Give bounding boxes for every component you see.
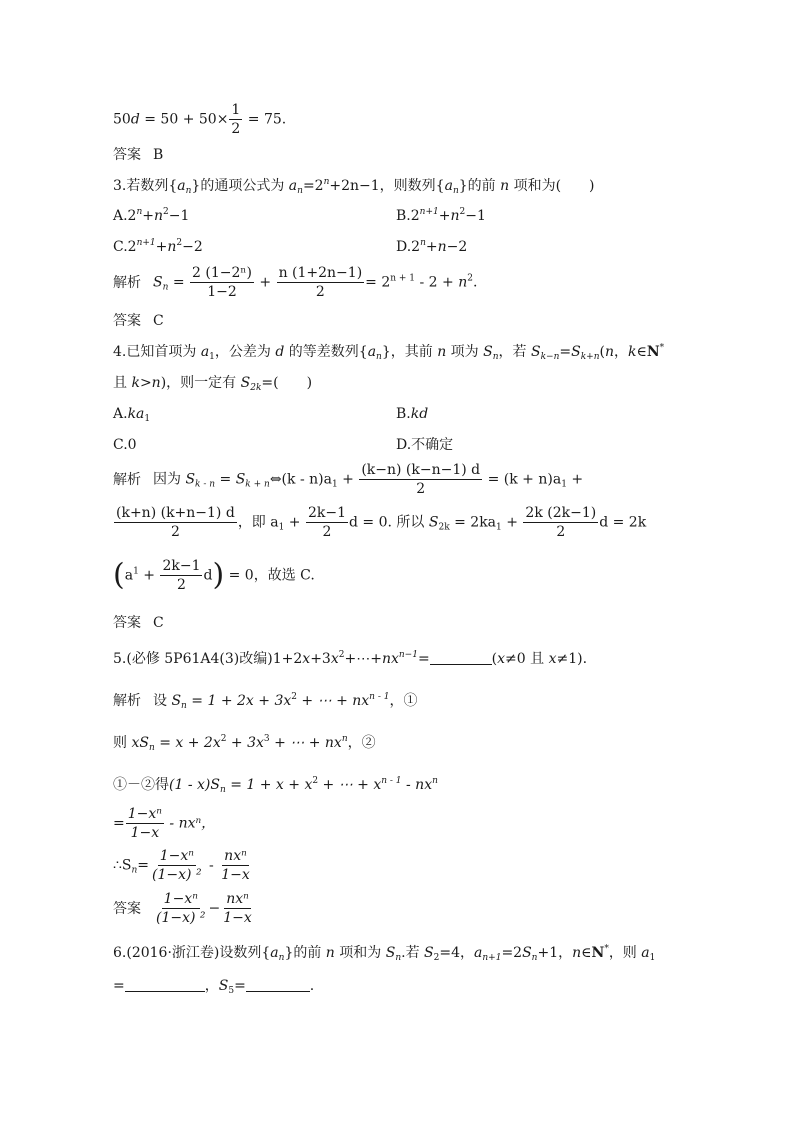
- q4-option-a: [113, 405, 150, 423]
- math-text: x: [302, 651, 311, 667]
- math-text: =( ): [261, 375, 313, 391]
- math-text: n: [492, 352, 499, 362]
- math-text: n: [572, 945, 582, 961]
- q6-stem-line2: [113, 977, 314, 995]
- math-text: ∴S: [113, 857, 132, 874]
- math-text: + ⋯ + x: [318, 777, 382, 793]
- q4-stem-line1: [113, 343, 664, 361]
- math-text: B.2: [396, 208, 420, 224]
- math-text: 2: [163, 207, 169, 217]
- math-text: −1: [168, 208, 190, 224]
- math-text: ∈: [581, 945, 592, 961]
- math-text: ，即 a: [237, 514, 279, 531]
- q3-analysis: [113, 265, 477, 300]
- math-text: +: [425, 239, 438, 255]
- math-text: (: [113, 557, 125, 593]
- math-text: S: [571, 344, 581, 360]
- math-text: 1−xⁿ: [159, 848, 194, 864]
- math-text: 2: [338, 650, 345, 660]
- q4-analysis-line3: [113, 558, 315, 593]
- math-text: n: [450, 208, 460, 224]
- math-text: ，: [204, 978, 219, 994]
- math-text: ，②: [347, 735, 376, 751]
- math-text: = 2: [365, 274, 391, 291]
- math-text: =: [113, 978, 125, 994]
- q3-option-a: [113, 207, 189, 225]
- math-text: n: [323, 177, 330, 187]
- math-text: 2k−1: [162, 558, 201, 574]
- math-text: = 1 + 2x + 3x: [186, 693, 292, 709]
- math-text: −: [208, 900, 221, 917]
- math-text: *: [604, 944, 609, 954]
- math-text: 1−x: [223, 910, 252, 926]
- math-text: x: [330, 651, 339, 667]
- math-text: D.2: [396, 239, 421, 255]
- math-text: a: [288, 178, 298, 194]
- math-text: 且: [113, 375, 132, 391]
- math-text: 2 (1−2ⁿ): [192, 265, 252, 281]
- q3-answer: [113, 312, 164, 330]
- q4-answer: [113, 614, 164, 632]
- math-text: a: [124, 567, 134, 584]
- math-text: +: [254, 274, 276, 291]
- analysis-label: 解析: [113, 274, 141, 291]
- math-text: N: [591, 945, 605, 961]
- fraction: [219, 848, 252, 883]
- math-text: 2: [467, 273, 473, 284]
- math-text: nxⁿ: [224, 848, 247, 864]
- math-text: 2: [416, 481, 426, 497]
- answer-value: C: [153, 313, 164, 329]
- math-text: −2: [182, 239, 203, 255]
- q3-option-b: [396, 207, 486, 225]
- math-text: n: [452, 186, 459, 196]
- math-text: )，则一定有: [160, 375, 241, 391]
- answer-label: 答案: [113, 900, 141, 917]
- math-text: =: [137, 857, 150, 874]
- math-text: S: [428, 514, 439, 531]
- math-text: S: [218, 978, 229, 994]
- math-text: ∈: [636, 344, 647, 360]
- math-text: ，①: [389, 693, 418, 709]
- math-text: k + n: [245, 479, 270, 490]
- math-text: 2k: [438, 522, 450, 533]
- math-text: d = 0. 所以: [349, 514, 429, 531]
- fraction: [126, 806, 164, 841]
- math-text: *: [659, 343, 665, 353]
- q5-analysis-line3: [113, 776, 438, 794]
- math-text: n: [500, 178, 510, 194]
- math-text: n: [437, 239, 447, 255]
- math-text: 5: [228, 986, 235, 996]
- math-text: n (1+2n−1): [278, 265, 363, 281]
- math-text: 1: [144, 414, 151, 424]
- math-text: 1: [209, 352, 215, 362]
- math-text: +3: [310, 651, 331, 667]
- math-text: n−1: [398, 650, 418, 660]
- q4-option-b: [396, 405, 428, 423]
- math-text: 50: [113, 111, 131, 128]
- math-text: n: [148, 743, 155, 753]
- math-text: −2: [446, 239, 468, 255]
- math-text: n: [162, 282, 169, 293]
- answer-value: C: [153, 615, 164, 631]
- math-text: ，则: [608, 945, 642, 961]
- math-text: n: [181, 701, 187, 711]
- math-text: 因为: [153, 471, 186, 488]
- math-text: S: [240, 375, 251, 391]
- math-text: d: [203, 567, 213, 584]
- math-text: x: [548, 651, 557, 667]
- math-text: - 2 +: [415, 274, 459, 291]
- math-text: .: [472, 274, 478, 291]
- math-text: 6.(2016·浙江卷)设数列{: [113, 945, 271, 961]
- math-text: k: [131, 375, 140, 391]
- math-text: n: [325, 945, 335, 961]
- math-text: a: [270, 945, 279, 961]
- q4-analysis-line2: [113, 505, 646, 540]
- math-text: n: [131, 865, 138, 876]
- math-text: 1: [278, 522, 285, 533]
- math-text: +2n−1，则数列{: [329, 178, 445, 194]
- math-text: n+1: [136, 238, 156, 248]
- math-text: +: [138, 567, 160, 584]
- math-text: S: [424, 945, 434, 961]
- math-text: A.2: [113, 208, 137, 224]
- fraction: [306, 505, 348, 540]
- math-text: (: [599, 344, 605, 360]
- math-text: +: [501, 514, 523, 531]
- math-text: x: [497, 651, 506, 667]
- math-text: n+1: [482, 953, 502, 963]
- q5-answer: [113, 891, 255, 926]
- math-text: +: [566, 471, 584, 488]
- fraction: [229, 102, 242, 137]
- math-text: S: [522, 945, 532, 961]
- math-text: n: [154, 208, 164, 224]
- math-text: a: [200, 344, 210, 360]
- math-text: n: [219, 785, 226, 795]
- math-text: nx: [381, 651, 399, 667]
- fraction: [114, 505, 237, 540]
- math-text: 2: [433, 953, 440, 963]
- math-text: ，公差为: [214, 344, 276, 360]
- math-text: S: [385, 945, 396, 961]
- math-text: ①－②得: [113, 777, 169, 793]
- math-text: (k−n) (k−n−1) d: [361, 462, 481, 478]
- math-text: 1−x: [130, 825, 160, 841]
- math-text: n: [185, 186, 192, 196]
- math-text: n: [437, 344, 447, 360]
- math-text: = 0，故选 C.: [224, 567, 315, 584]
- math-text: 2: [312, 776, 319, 786]
- q3-stem: [113, 177, 595, 195]
- math-text: S: [483, 344, 493, 360]
- math-text: }的前: [458, 178, 501, 194]
- math-text: = 50 + 50×: [139, 111, 229, 128]
- q3-option-d: [396, 238, 467, 256]
- math-text: 1: [231, 102, 241, 118]
- answer-value: B: [153, 147, 164, 163]
- q5-analysis-line5: [113, 848, 253, 883]
- math-text: = x + 2x: [154, 735, 221, 751]
- math-text: +: [438, 208, 451, 224]
- math-text: +: [155, 239, 168, 255]
- math-text: a: [641, 945, 650, 961]
- math-text: n - 1: [369, 692, 390, 702]
- math-text: a: [474, 945, 483, 961]
- analysis-label: 解析: [113, 693, 141, 709]
- math-text: 2: [170, 524, 180, 540]
- math-text: 1: [561, 479, 567, 490]
- math-text: ，: [614, 344, 628, 360]
- math-text: 2: [315, 284, 325, 300]
- math-text: n: [458, 274, 468, 291]
- math-text: 3.若数列{: [113, 178, 178, 194]
- math-text: n + 1: [390, 273, 416, 284]
- q4-option-c: [113, 436, 137, 454]
- q4-option-d: [396, 436, 453, 454]
- math-text: >: [139, 375, 152, 391]
- answer-label: 答案: [113, 147, 141, 163]
- math-text: =: [417, 651, 430, 667]
- q5-analysis-line1: [113, 692, 417, 710]
- math-text: 2k−1: [307, 505, 347, 521]
- math-text: .: [309, 978, 315, 994]
- prev-calc-line: [113, 102, 286, 137]
- math-text: n: [278, 953, 285, 963]
- math-text: a: [444, 178, 453, 194]
- q6-stem-line1: [113, 944, 655, 962]
- math-text: =4，: [439, 945, 474, 961]
- math-text: +: [142, 208, 154, 224]
- math-text: 1−x: [221, 867, 250, 883]
- math-text: 1−xⁿ: [127, 806, 162, 822]
- math-text: n+1: [419, 207, 439, 217]
- math-text: +: [284, 514, 305, 531]
- math-text: nxⁿ: [226, 891, 249, 907]
- math-text: }的前: [284, 945, 326, 961]
- math-text: 1: [331, 479, 338, 490]
- analysis-label: 解析: [113, 471, 141, 488]
- math-text: n: [151, 375, 161, 391]
- answer-label: 答案: [113, 313, 141, 329]
- q3-option-c: [113, 238, 203, 256]
- math-text: n: [376, 352, 382, 362]
- math-text: n: [395, 953, 402, 963]
- math-text: d: [130, 111, 140, 128]
- answer-blank-s5[interactable]: [246, 977, 310, 992]
- math-text: + 3x: [226, 735, 264, 751]
- fraction: [221, 891, 254, 926]
- math-text: .若: [401, 945, 425, 961]
- math-text: kd: [410, 406, 429, 422]
- math-text: 2: [176, 238, 183, 248]
- math-text: C.2: [113, 239, 137, 255]
- math-text: S: [235, 471, 246, 488]
- fraction: [359, 462, 482, 497]
- math-text: =: [168, 274, 190, 291]
- math-text: +⋯+: [344, 651, 382, 667]
- math-text: + ⋯ + nx: [296, 693, 370, 709]
- math-text: k - n: [195, 479, 216, 490]
- math-text: n: [531, 953, 538, 963]
- fraction: [190, 265, 254, 300]
- fraction: [160, 558, 202, 593]
- fraction: [154, 891, 208, 926]
- math-text: C.0: [113, 437, 137, 453]
- math-text: - nxⁿ，: [164, 815, 216, 832]
- math-text: - nx: [401, 777, 433, 793]
- math-text: -: [204, 857, 219, 874]
- answer-label: 答案: [113, 615, 141, 631]
- math-text: 则: [113, 735, 132, 751]
- math-text: }的通项公式为: [191, 178, 289, 194]
- math-text: 3: [263, 734, 270, 744]
- math-text: =: [559, 344, 572, 360]
- math-text: d = 2k: [599, 514, 647, 531]
- math-text: ≠1).: [556, 651, 588, 667]
- math-text: =2: [501, 945, 523, 961]
- math-text: 2k (2k−1): [525, 505, 597, 521]
- math-text: n: [297, 186, 303, 196]
- math-text: ): [212, 557, 225, 593]
- math-text: =: [113, 815, 125, 832]
- math-text: (1−x) ²: [152, 867, 202, 883]
- math-text: + ⋯ + nx: [269, 735, 342, 751]
- math-text: 2: [291, 692, 297, 702]
- math-text: d: [275, 344, 285, 360]
- math-text: k+n: [580, 352, 600, 362]
- math-text: }，其前: [381, 344, 438, 360]
- math-text: 2: [177, 577, 186, 593]
- q4-analysis-line1: [113, 462, 583, 497]
- math-text: n: [341, 734, 348, 744]
- math-text: 1: [133, 566, 139, 577]
- answer-blank[interactable]: [430, 650, 492, 665]
- math-text: xS: [131, 735, 149, 751]
- math-text: k−n: [540, 352, 560, 362]
- math-text: 设: [153, 693, 172, 709]
- fraction: [277, 265, 365, 300]
- math-text: n: [136, 207, 143, 217]
- math-text: a: [177, 178, 186, 194]
- math-text: ≠0 且: [505, 651, 549, 667]
- math-text: 项和为( ): [509, 178, 595, 194]
- math-text: = (k + n)a: [483, 471, 562, 488]
- math-text: =: [215, 471, 236, 488]
- math-text: n: [167, 239, 177, 255]
- math-text: = 75.: [243, 111, 287, 128]
- math-text: 1−xⁿ: [163, 891, 198, 907]
- math-text: 1: [496, 522, 502, 533]
- fraction: [150, 848, 204, 883]
- math-text: ka: [127, 406, 145, 422]
- q5-stem: [113, 650, 587, 668]
- math-text: B.: [396, 406, 411, 422]
- math-text: 1−2: [207, 284, 237, 300]
- math-text: A.: [113, 406, 128, 422]
- math-text: n: [432, 776, 438, 786]
- math-text: −1: [465, 208, 486, 224]
- prev-answer: [113, 146, 163, 164]
- math-text: a: [367, 344, 377, 360]
- math-text: D.不确定: [396, 437, 454, 453]
- math-text: 2: [459, 207, 466, 217]
- math-text: 2k: [250, 383, 262, 393]
- math-text: N: [646, 344, 660, 360]
- math-text: 2: [556, 524, 566, 540]
- math-text: (k+n) (k+n−1) d: [116, 505, 235, 521]
- math-text: 2: [220, 734, 227, 744]
- math-text: ，若: [498, 344, 531, 360]
- math-text: S: [153, 274, 163, 291]
- math-text: n - 1: [381, 776, 402, 786]
- math-text: (1−x) ²: [156, 910, 206, 926]
- answer-blank-a1[interactable]: [125, 977, 205, 992]
- math-text: = 1 + x + x: [225, 777, 313, 793]
- math-text: S: [171, 693, 182, 709]
- math-text: 项为: [446, 344, 484, 360]
- math-text: ⇔(k - n)a: [269, 471, 332, 488]
- math-text: S: [185, 471, 196, 488]
- math-text: =2: [302, 178, 324, 194]
- math-text: k: [628, 344, 637, 360]
- math-text: (1 - x)S: [169, 777, 220, 793]
- math-text: 1: [649, 953, 656, 963]
- math-text: +1，: [537, 945, 573, 961]
- math-text: n: [604, 344, 614, 360]
- math-text: 2: [322, 524, 332, 540]
- math-text: 4.已知首项为: [113, 344, 201, 360]
- q5-analysis-line4: [113, 806, 215, 841]
- math-text: 的等差数列{: [284, 344, 368, 360]
- q4-stem-line2: [113, 374, 312, 392]
- math-text: (: [491, 651, 498, 667]
- math-text: 2: [231, 121, 241, 137]
- math-text: = 2ka: [449, 514, 497, 531]
- math-text: S: [530, 344, 541, 360]
- math-text: n: [420, 238, 426, 248]
- q5-analysis-line2: [113, 734, 376, 752]
- math-text: =: [234, 978, 246, 994]
- math-text: +: [337, 471, 359, 488]
- math-text: 项和为: [334, 945, 386, 961]
- fraction: [523, 505, 598, 540]
- math-text: 5.(必修 5P61A4(3)改编)1+2: [113, 651, 303, 667]
